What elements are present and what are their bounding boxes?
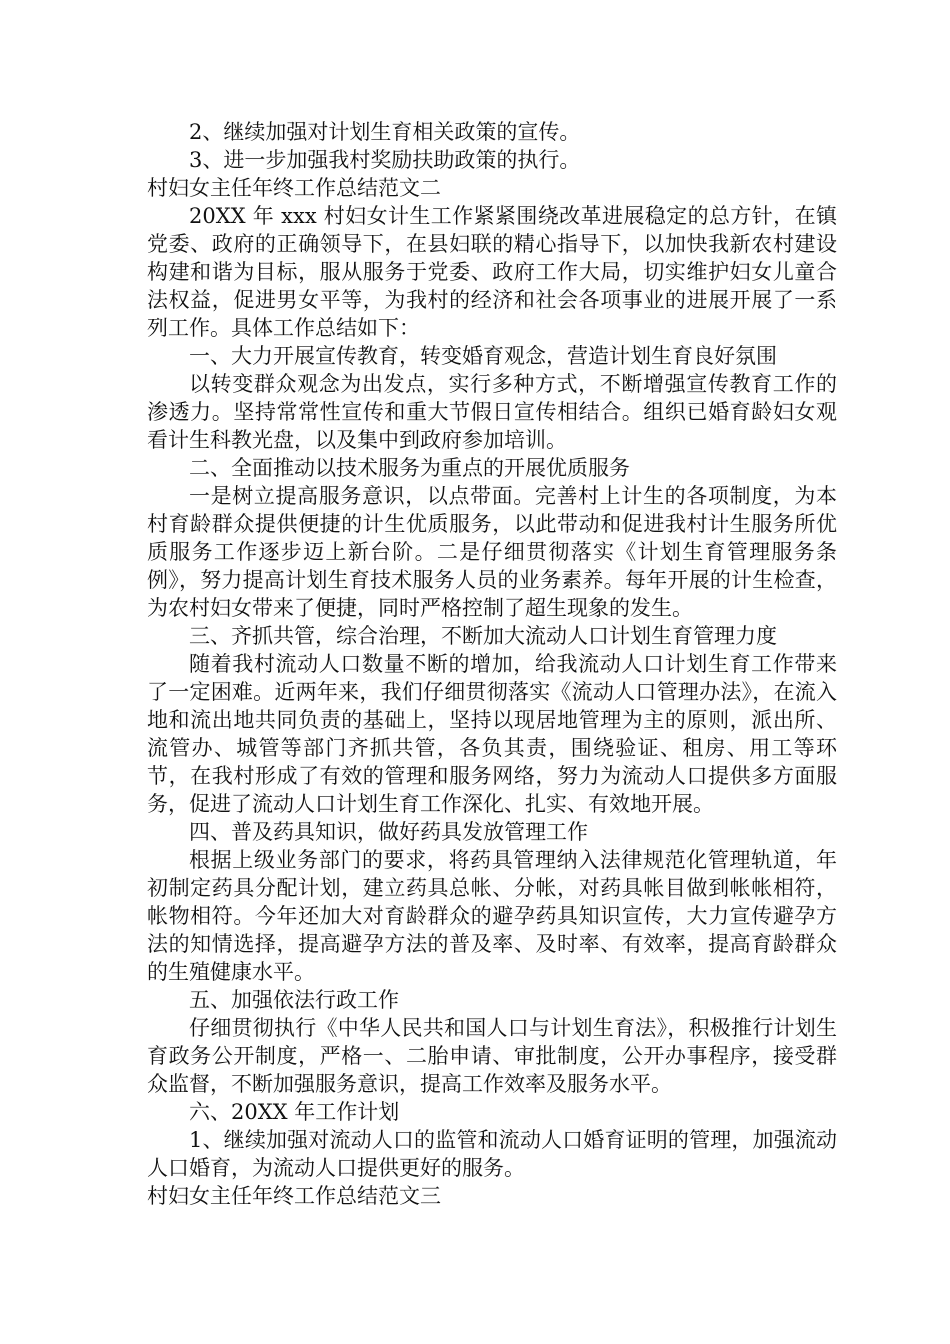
paragraph-lawful-administration: 仔细贯彻执行《中华人民共和国人口与计划生育法》，积极推行计划生育政务公开制度，严格一、二胎申请、审批制度，公开办事程序，接受群众监督，不断加强服务意识，提高工作效率及服务水平。: [147, 1016, 837, 1096]
paragraph-reward-policy: 3、进一步加强我村奖励扶助政策的执行。: [189, 148, 581, 172]
heading-work-plan: 六、20XX 年工作计划: [189, 1100, 400, 1124]
paragraph-publicity-education: 以转变群众观念为出发点，实行多种方式，不断增强宣传教育工作的渗透力。坚持常常性宣传和重大节假日宣传相结合。组织已婚育龄妇女观看计生科教光盘，以及集中到政府参加培训。: [147, 372, 837, 452]
heading-publicity-education: 一、大力开展宣传教育，转变婚育观念，营造计划生育良好氛围: [189, 344, 777, 368]
paragraph-policy-promotion: 2、继续加强对计划生育相关政策的宣传。: [189, 120, 581, 144]
heading-contraceptive-management: 四、普及药具知识，做好药具发放管理工作: [189, 820, 588, 844]
section-title-sample-two: 村妇女主任年终工作总结范文二: [147, 176, 441, 200]
paragraph-work-plan-item-1: 1、继续加强对流动人口的监管和流动人口婚育证明的管理，加强流动人口婚育，为流动人口提供更好的服务。: [147, 1128, 837, 1180]
paragraph-technical-service: 一是树立提高服务意识，以点带面。完善村上计生的各项制度，为本村育龄群众提供便捷的计生优质服务，以此带动和促进我村计生服务所优质服务工作逐步迈上新台阶。二是仔细贯彻落实《计划生育管理服务条例》，努力提高计划生育技术服务人员的业务素养。每年开展的计生检查，为农村妇女带来了便捷，同时严格控制了超生现象的发生。: [147, 484, 837, 620]
paragraph-intro: 20XX 年 xxx 村妇女计生工作紧紧围绕改革进展稳定的总方针，在镇党委、政府的正确领导下，在县妇联的精心指导下，以加快我新农村建设构建和谐为目标，服从服务于党委、政府工作大局，切实维护妇女儿童合法权益，促进男女平等，为我村的经济和社会各项事业的进展开展了一系列工作。具体工作总结如下：: [147, 204, 837, 340]
paragraph-contraceptive-management: 根据上级业务部门的要求，将药具管理纳入法律规范化管理轨道，年初制定药具分配计划，建立药具总帐、分帐，对药具帐目做到帐帐相符，帐物相符。今年还加大对育龄群众的避孕药具知识宣传，大力宣传避孕方法的知情选择，提高避孕方法的普及率、及时率、有效率，提高育龄群众的生殖健康水平。: [147, 848, 837, 984]
heading-technical-service: 二、全面推动以技术服务为重点的开展优质服务: [189, 456, 630, 480]
paragraph-floating-population: 随着我村流动人口数量不断的增加，给我流动人口计划生育工作带来了一定困难。近两年来，我们仔细贯彻落实《流动人口管理办法》，在流入地和流出地共同负责的基础上，坚持以现居地管理为主的原则，派出所、流管办、城管等部门齐抓共管，各负其责，围绕验证、租房、用工等环节，在我村形成了有效的管理和服务网络，努力为流动人口提供多方面服务，促进了流动人口计划生育工作深化、扎实、有效地开展。: [147, 652, 837, 816]
heading-floating-population: 三、齐抓共管，综合治理，不断加大流动人口计划生育管理力度: [189, 624, 777, 648]
section-title-sample-three: 村妇女主任年终工作总结范文三: [147, 1184, 441, 1208]
heading-lawful-administration: 五、加强依法行政工作: [189, 988, 399, 1012]
document-page: [147, 118, 837, 1210]
